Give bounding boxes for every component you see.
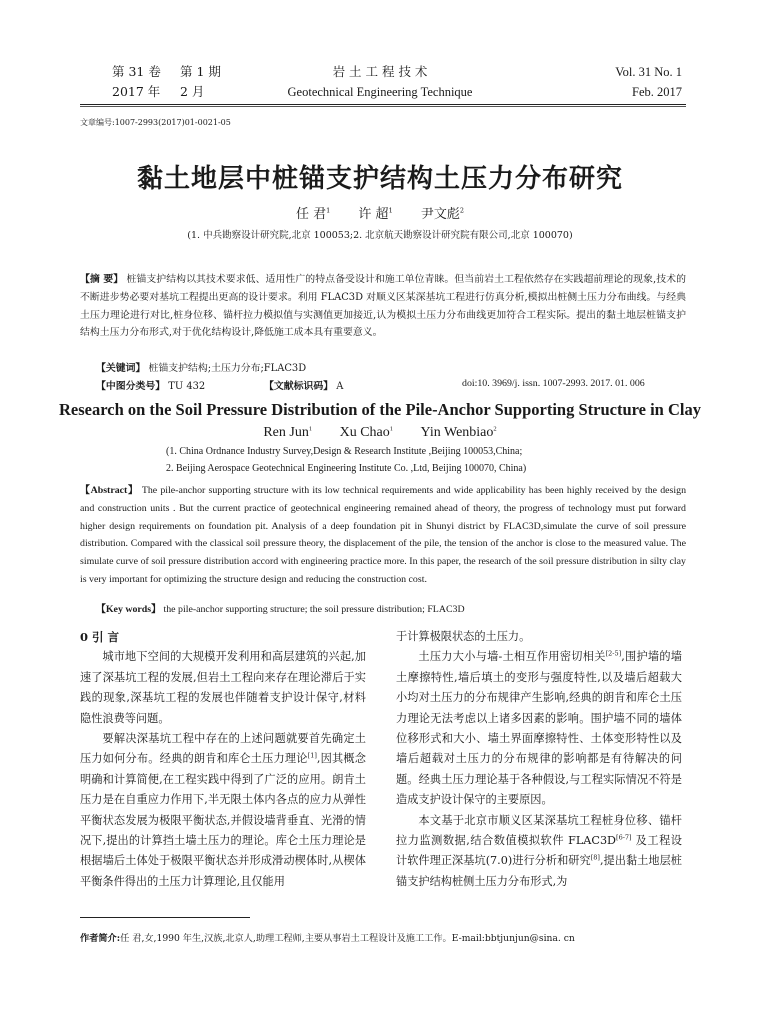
footnote-text: 任 君,女,1990 年生,汉族,北京人,助理工程师,主要从事岩土工程设计及施工工作。E-mail:bbtjunjun@sina. cn — [120, 933, 575, 944]
body-paragraph: 本文基于北京市顺义区某深基坑工程桩身位移、锚杆拉力监测数据,结合数值模拟软件 FLAC3D[6-7] 及工程设计软件理正深基坑(7.0)进行分析和研究[8],提出黏土地层桩锚支护结构桩侧土压力分布形式,为 — [396, 813, 682, 888]
body-column-right — [396, 627, 682, 892]
year-cn: 2017 年 — [112, 84, 161, 99]
doi: doi:10. 3969/j. issn. 1007-2993. 2017. 01. 006 — [462, 378, 645, 389]
body-paragraph-continued: 于计算极限状态的土压力。 — [396, 630, 531, 643]
header-rule — [80, 104, 686, 105]
clc-label: 【中图分类号】 — [96, 381, 166, 392]
body-paragraph: 要解决深基坑工程中存在的上述问题就要首先确定土压力如何分布。经典的朗肯和库仑土压力理论[1],因其概念明确和计算简便,在工程实践中得到了广泛的应用。朗肯土压力是在自重应力作用下,半无限土体内各点的应力从弹性平衡状态发展为极限平衡状态,并假设墙背垂直、光滑的情况下,提出的计算挡土墙土压力的理论。库仑土压力理论是根据墙后土体处于极限平衡状态并形成滑动楔体时,从楔体平衡条件得出的土压力计算理论,且仅能用 — [80, 732, 366, 888]
footnote-rule — [80, 917, 250, 918]
doc-code-value: A — [336, 381, 344, 392]
authors-cn — [0, 203, 760, 222]
section-heading: 0 引 言 — [80, 630, 120, 644]
date-en: Feb. 2017 — [632, 85, 682, 99]
body-column-left — [80, 627, 366, 892]
author-cn: 尹文彪$^2$ — [420, 206, 464, 222]
clc-value: TU 432 — [168, 381, 206, 392]
article-number: 文章编号:1007-2993(2017)01-0021-05 — [80, 118, 231, 127]
citation: [1] — [307, 751, 317, 760]
affiliation-cn: (1. 中兵勘察设计研究院,北京 100053;2. 北京航天勘察设计研究院有限公司,北京 100070) — [187, 230, 573, 241]
header-rule-thin — [80, 106, 686, 107]
keywords-cn — [96, 360, 686, 378]
paper-title-cn: 黏土地层中桩锚支护结构土压力分布研究 — [136, 164, 623, 194]
header-issue-en — [615, 62, 682, 102]
body-paragraph: 土压力大小与墙-土相互作用密切相关[2-5],围护墙的墙土摩擦特性,墙后填土的变形与强度特性,以及墙后超载大小均对土压力的分布规律产生影响,经典的朗肯和库仑土压力理论无法考虑以上诸多因素的影响。围护墙不同的墙体位移形式和大小、墙土界面摩擦特性、土体变形特性以及墙后超载对土压力的分布规律的影响都是有待解决的问题。经典土压力理论基于各种假设,与工程实际情况不符是造成支护设计保守的主要原因。 — [396, 649, 682, 807]
journal-name-en: Geotechnical Engineering Technique — [287, 85, 473, 99]
footnote-label: 作者简介: — [80, 933, 121, 944]
author-cn: 任 君$^1$ — [296, 206, 331, 222]
citation: [2-5] — [605, 649, 622, 658]
author-en: Ren Jun$^1$ — [263, 425, 313, 440]
doc-code-label: 【文献标识码】 — [264, 381, 334, 392]
journal-name-cn: 岩 土 工 程 技 术 — [332, 64, 428, 79]
citation: [6-7] — [616, 833, 632, 842]
month-cn: 2 月 — [180, 84, 205, 99]
issue-cn: 第 1 期 — [180, 64, 221, 79]
keywords-en — [96, 601, 465, 615]
abstract-en-label: 【Abstract】 — [80, 485, 139, 496]
author-footnote — [80, 930, 575, 944]
paper-title-en: Research on the Soil Pressure Distribution of the Pile-Anchor Supporting Structure in Clay — [59, 400, 701, 419]
affiliation-en-1: (1. China Ordnance Industry Survey,Design & Research Institute ,Beijing 100053,China; — [166, 446, 523, 457]
volume-en: Vol. 31 No. 1 — [615, 65, 682, 79]
author-cn: 许 超$^1$ — [358, 206, 393, 222]
authors-en — [0, 425, 760, 441]
volume-cn: 第 31 卷 — [112, 64, 161, 79]
abstract-cn — [80, 271, 686, 342]
author-en: Yin Wenbiao$^2$ — [420, 425, 497, 440]
abstract-en-text: The pile-anchor supporting structure with its low technical requirements and wide applicability has been highly received by the design and construction units . But the current practice of geotechnical engineering remained ahead of theory, the progress of technology must put forward higher design requirements on foundation pit. Analysis of a deep foundation pit in Shunyi district by FLAC3D,simulate the curve of soil pressure distribution. Compared with the classical soil pressure theory, the displacement of the pile, the tension of the anchor is close to the measured value. The simulate curve of soil pressure distribution accord with engineering practice more. In this paper, the research of the soil pressure distribution in silty clay is very important for optimizing the structure design and reducing the construction cost. — [80, 485, 687, 585]
affiliation-en-2: 2. Beijing Aerospace Geotechnical Engineering Institute Co. ,Ltd, Beijing 100070, China) — [166, 463, 527, 474]
keywords-cn-text: 桩锚支护结构;土压力分布;FLAC3D — [148, 363, 307, 374]
author-en: Xu Chao$^1$ — [339, 425, 394, 440]
citation: [8] — [590, 853, 600, 862]
abstract-en — [80, 482, 686, 589]
keywords-en-label: 【Key words】 — [96, 604, 162, 615]
keywords-en-text: the pile-anchor supporting structure; the soil pressure distribution; FLAC3D — [163, 604, 465, 615]
abstract-cn-label: 【摘 要】 — [80, 274, 124, 285]
keywords-cn-label: 【关键词】 — [96, 363, 146, 374]
body-paragraph: 城市地下空间的大规模开发利用和高层建筑的兴起,加速了深基坑工程的发展,但岩土工程向来存在理论滞后于实践的现象,深基坑工程的发展也伴随着支护设计保守,材料隐性浪费等问题。 — [80, 650, 366, 725]
abstract-cn-text: 桩锚支护结构以其技术要求低、适用性广的特点备受设计和施工单位青睐。但当前岩土工程依然存在实践超前理论的现象,技术的不断进步势必要对基坑工程提出更高的设计要求。利用 FLAC3D 对顺义区某深基坑工程进行仿真分析,模拟出桩侧土压力分布曲线。与经典土压力理论进行对比,桩身位移、锚杆拉力模拟值与实测值更加接近,认为模拟土压力分布曲线更加符合工程实际。提出的黏土地层桩锚支护结构土压力分布形式,对于优化结构设计,降低施工成本具有重要意义。 — [80, 274, 686, 339]
